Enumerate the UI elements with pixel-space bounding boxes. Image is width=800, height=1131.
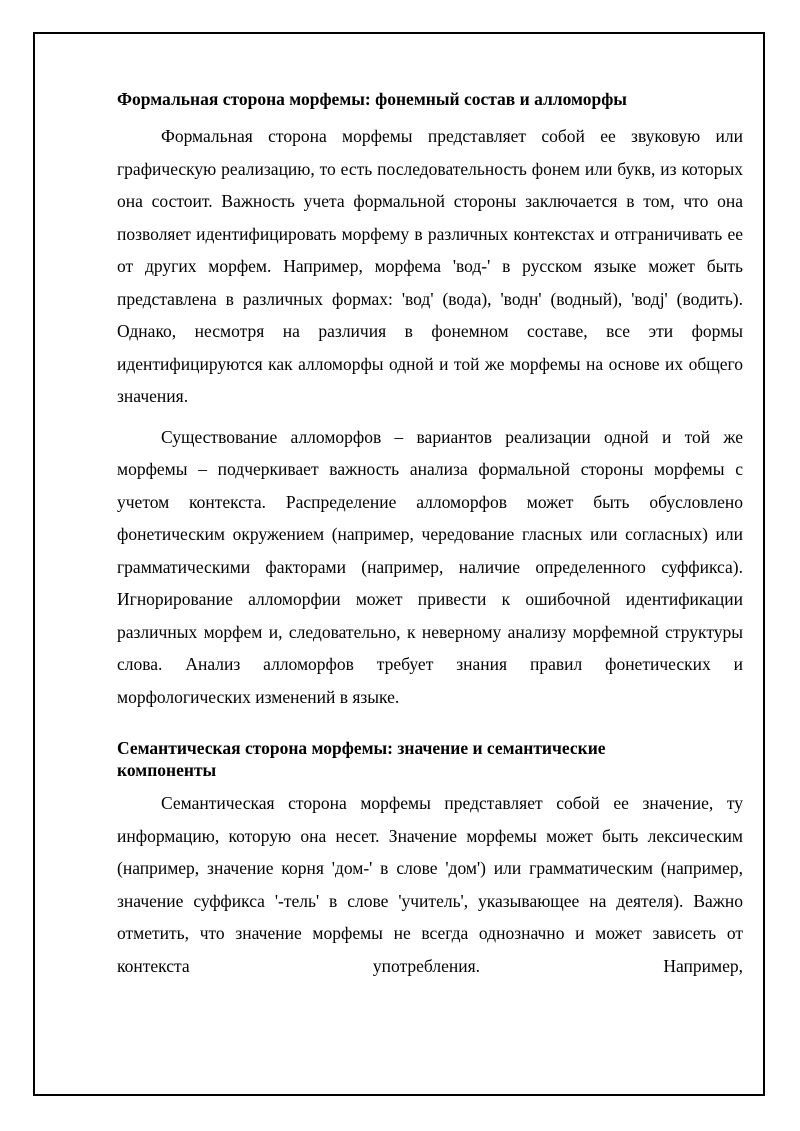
document-body [117,84,743,982]
paragraph-allomorphs: Существование алломорфов – вариантов реализации одной и той же морфемы – подчеркивает важность анализа формальной стороны морфемы с учетом контекста. Распределение алломорфов может быть обусловлено фонетическим окружением (например, чередование гласных или согласных) или грамматическими факторами (например, наличие определенного суффикса). Игнорирование алломорфии может привести к ошибочной идентификации различных морфем и, следовательно, к неверному анализу морфемной структуры слова. Анализ алломорфов требует знания правил фонетических и морфологических изменений в языке. [117,426,743,707]
paragraph-formal-side-definition: Формальная сторона морфемы представляет собой ее звуковую или графическую реализацию, то есть последовательность фонем или букв, из которых она состоит. Важность учета формальной стороны заключается в том, что она позволяет идентифицировать морфему в различных контекстах и отграничивать ее от других морфем. Например, морфема 'вод-' в русском языке может быть представлена в различных формах: 'вод' (вода), 'водн' (водный), 'водj' (водить). Однако, несмотря на различия в фонемном составе, все эти формы идентифицируются как алломорфы одной и той же морфемы на основе их общего значения. [117,126,743,406]
section-heading-semantic-side: Семантическая сторона морфемы: значение и семантические компоненты [117,738,606,780]
section-heading-formal-side: Формальная сторона морфемы: фонемный состав и алломорфы [117,89,627,109]
paragraph-semantic-side-definition: Семантическая сторона морфемы представляет собой ее значение, ту информацию, которую она несет. Значение морфемы может быть лексическим (например, значение корня 'дом-' в слове 'дом') или грамматическим (например, значение суффикса '-тель' в слове 'учитель', указывающее на деятеля). Важно отметить, что значение морфемы не всегда однозначно и может зависеть от контекста употребления. Например, [117,793,743,976]
